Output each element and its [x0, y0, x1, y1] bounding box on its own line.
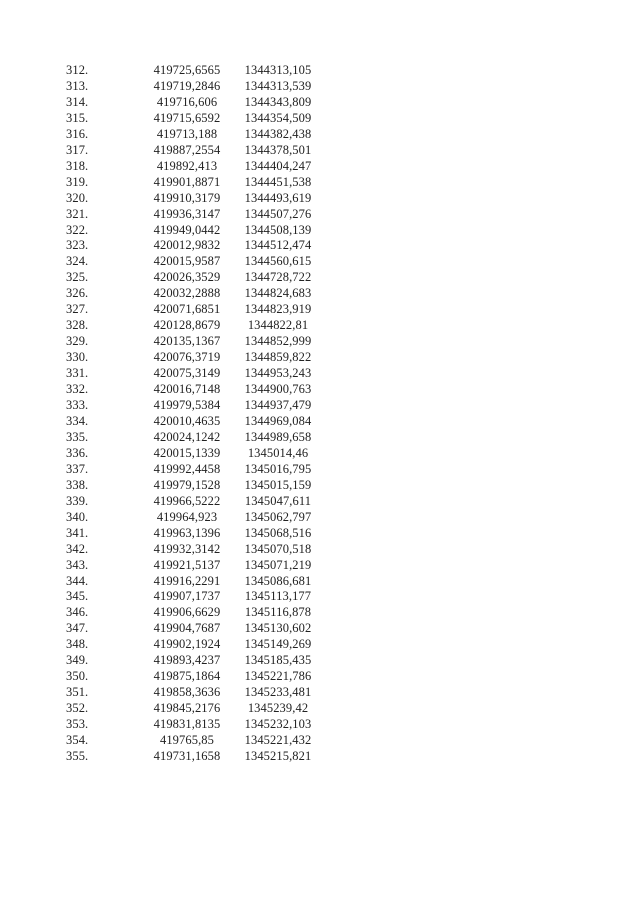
x-coordinate-cell: 419858,3636 [153, 685, 221, 700]
point-number-cell: 336. [66, 445, 89, 460]
point-number-cell: 326. [66, 286, 89, 301]
y-coordinate-cell: 1344404,247 [244, 158, 312, 173]
point-number-cell: 334. [66, 413, 89, 428]
x-coordinate-cell: 419906,6629 [153, 605, 221, 620]
y-coordinate-cell: 1344900,763 [244, 382, 312, 397]
y-coordinate-cell: 1345062,797 [244, 509, 312, 524]
table-row [60, 207, 328, 223]
table-row [60, 286, 328, 302]
point-number-cell: 328. [66, 318, 89, 333]
y-coordinate-cell: 1344560,615 [244, 254, 312, 269]
table-row [60, 95, 328, 111]
y-coordinate-cell: 1345068,516 [244, 525, 312, 540]
y-coordinate-cell: 1345070,518 [244, 541, 312, 556]
table-row [60, 63, 328, 79]
table-row [60, 542, 328, 558]
table-row [60, 510, 328, 526]
y-coordinate-cell: 1344989,658 [244, 429, 312, 444]
point-number-cell: 350. [66, 669, 89, 684]
table-row [60, 111, 328, 127]
table-row [60, 478, 328, 494]
point-number-cell: 353. [66, 717, 89, 732]
x-coordinate-cell: 419932,3142 [153, 541, 221, 556]
x-coordinate-cell: 419887,2554 [153, 142, 221, 157]
y-coordinate-cell: 1344493,619 [244, 190, 312, 205]
y-coordinate-cell: 1344823,919 [244, 302, 312, 317]
y-coordinate-cell: 1344859,822 [244, 350, 312, 365]
y-coordinate-cell: 1344822,81 [247, 318, 309, 333]
y-coordinate-cell: 1345113,177 [244, 589, 312, 604]
y-coordinate-cell: 1344937,479 [244, 398, 312, 413]
x-coordinate-cell: 419725,6565 [153, 63, 221, 77]
y-coordinate-cell: 1344508,139 [244, 222, 312, 237]
table-row [60, 414, 328, 430]
x-coordinate-cell: 419979,1528 [153, 477, 221, 492]
point-number-cell: 315. [66, 110, 89, 125]
y-coordinate-cell: 1345130,602 [244, 621, 312, 636]
x-coordinate-cell: 419964,923 [156, 509, 218, 524]
x-coordinate-cell: 420135,1367 [153, 334, 221, 349]
point-number-cell: 321. [66, 206, 89, 221]
x-coordinate-cell: 420012,9832 [153, 238, 221, 253]
table-row [60, 175, 328, 191]
x-coordinate-cell: 419907,1737 [153, 589, 221, 604]
point-number-cell: 331. [66, 366, 89, 381]
point-number-cell: 335. [66, 429, 89, 444]
x-coordinate-cell: 419765,85 [159, 733, 215, 748]
coordinate-table-body [60, 63, 328, 765]
point-number-cell: 327. [66, 302, 89, 317]
table-row [60, 191, 328, 207]
point-number-cell: 324. [66, 254, 89, 269]
x-coordinate-cell: 419713,188 [156, 126, 218, 141]
x-coordinate-cell: 419892,413 [156, 158, 218, 173]
table-row [60, 159, 328, 175]
y-coordinate-cell: 1345185,435 [244, 653, 312, 668]
y-coordinate-cell: 1344953,243 [244, 366, 312, 381]
table-row [60, 127, 328, 143]
table-row [60, 143, 328, 159]
point-number-cell: 355. [66, 748, 89, 763]
y-coordinate-cell: 1344728,722 [244, 270, 312, 285]
table-row [60, 382, 328, 398]
table-row [60, 701, 328, 717]
x-coordinate-cell: 419831,8135 [153, 717, 221, 732]
point-number-cell: 333. [66, 398, 89, 413]
x-coordinate-cell: 420128,8679 [153, 318, 221, 333]
point-number-cell: 352. [66, 701, 89, 716]
table-row [60, 589, 328, 605]
y-coordinate-cell: 1345015,159 [244, 477, 312, 492]
table-row [60, 366, 328, 382]
y-coordinate-cell: 1345014,46 [247, 445, 309, 460]
y-coordinate-cell: 1345215,821 [244, 748, 312, 763]
table-row [60, 350, 328, 366]
point-number-cell: 332. [66, 382, 89, 397]
point-number-cell: 344. [66, 573, 89, 588]
x-coordinate-cell: 420071,6851 [153, 302, 221, 317]
table-row [60, 494, 328, 510]
y-coordinate-cell: 1344313,105 [244, 63, 312, 77]
table-row [60, 574, 328, 590]
x-coordinate-cell: 419731,1658 [153, 748, 221, 763]
point-number-cell: 349. [66, 653, 89, 668]
x-coordinate-cell: 419901,8871 [153, 174, 221, 189]
point-number-cell: 329. [66, 334, 89, 349]
y-coordinate-cell: 1344382,438 [244, 126, 312, 141]
x-coordinate-cell: 419949,0442 [153, 222, 221, 237]
point-number-cell: 343. [66, 557, 89, 572]
x-coordinate-cell: 419719,2846 [153, 78, 221, 93]
table-row [60, 302, 328, 318]
table-row [60, 223, 328, 239]
table-row [60, 430, 328, 446]
x-coordinate-cell: 420026,3529 [153, 270, 221, 285]
point-number-cell: 330. [66, 350, 89, 365]
table-row [60, 79, 328, 95]
x-coordinate-cell: 419936,3147 [153, 206, 221, 221]
point-number-cell: 345. [66, 589, 89, 604]
table-row [60, 398, 328, 414]
x-coordinate-cell: 419963,1396 [153, 525, 221, 540]
table-row [60, 605, 328, 621]
table-row [60, 669, 328, 685]
x-coordinate-cell: 420010,4635 [153, 413, 221, 428]
x-coordinate-cell: 419992,4458 [153, 461, 221, 476]
y-coordinate-cell: 1345149,269 [244, 637, 312, 652]
y-coordinate-cell: 1344451,538 [244, 174, 312, 189]
y-coordinate-cell: 1345239,42 [247, 701, 309, 716]
point-number-cell: 341. [66, 525, 89, 540]
x-coordinate-cell: 420015,9587 [153, 254, 221, 269]
point-number-cell: 316. [66, 126, 89, 141]
table-row [60, 733, 328, 749]
y-coordinate-cell: 1344343,809 [244, 94, 312, 109]
y-coordinate-cell: 1344969,084 [244, 413, 312, 428]
y-coordinate-cell: 1344378,501 [244, 142, 312, 157]
y-coordinate-cell: 1344313,539 [244, 78, 312, 93]
x-coordinate-cell: 419902,1924 [153, 637, 221, 652]
x-coordinate-cell: 420024,1242 [153, 429, 221, 444]
point-number-cell: 325. [66, 270, 89, 285]
table-row [60, 526, 328, 542]
table-row [60, 318, 328, 334]
x-coordinate-cell: 419893,4237 [153, 653, 221, 668]
y-coordinate-cell: 1344354,509 [244, 110, 312, 125]
point-number-cell: 342. [66, 541, 89, 556]
point-number-cell: 337. [66, 461, 89, 476]
x-coordinate-cell: 419966,5222 [153, 493, 221, 508]
x-coordinate-cell: 420032,2888 [153, 286, 221, 301]
x-coordinate-cell: 419716,606 [156, 94, 218, 109]
y-coordinate-cell: 1345071,219 [244, 557, 312, 572]
table-row [60, 254, 328, 270]
point-number-cell: 312. [66, 63, 89, 77]
point-number-cell: 313. [66, 78, 89, 93]
point-number-cell: 314. [66, 94, 89, 109]
point-number-cell: 323. [66, 238, 89, 253]
table-row [60, 749, 328, 765]
point-number-cell: 351. [66, 685, 89, 700]
point-number-cell: 354. [66, 733, 89, 748]
x-coordinate-cell: 419875,1864 [153, 669, 221, 684]
y-coordinate-cell: 1345086,681 [244, 573, 312, 588]
table-row [60, 685, 328, 701]
y-coordinate-cell: 1345232,103 [244, 717, 312, 732]
y-coordinate-cell: 1345116,878 [244, 605, 312, 620]
table-row [60, 270, 328, 286]
point-number-cell: 346. [66, 605, 89, 620]
table-row [60, 462, 328, 478]
table-row [60, 446, 328, 462]
point-number-cell: 320. [66, 190, 89, 205]
y-coordinate-cell: 1344507,276 [244, 206, 312, 221]
y-coordinate-cell: 1344852,999 [244, 334, 312, 349]
point-number-cell: 322. [66, 222, 89, 237]
y-coordinate-cell: 1345233,481 [244, 685, 312, 700]
point-number-cell: 339. [66, 493, 89, 508]
x-coordinate-cell: 419845,2176 [153, 701, 221, 716]
y-coordinate-cell: 1345221,786 [244, 669, 312, 684]
y-coordinate-cell: 1345016,795 [244, 461, 312, 476]
table-row [60, 558, 328, 574]
y-coordinate-cell: 1344512,474 [244, 238, 312, 253]
point-number-cell: 319. [66, 174, 89, 189]
point-number-cell: 338. [66, 477, 89, 492]
y-coordinate-cell: 1345047,611 [244, 493, 312, 508]
table-row [60, 637, 328, 653]
y-coordinate-cell: 1345221,432 [244, 733, 312, 748]
y-coordinate-cell: 1344824,683 [244, 286, 312, 301]
x-coordinate-cell: 419904,7687 [153, 621, 221, 636]
x-coordinate-cell: 419979,5384 [153, 398, 221, 413]
point-number-cell: 340. [66, 509, 89, 524]
x-coordinate-cell: 419715,6592 [153, 110, 221, 125]
table-row [60, 334, 328, 350]
x-coordinate-cell: 420015,1339 [153, 445, 221, 460]
table-row [60, 238, 328, 254]
point-number-cell: 317. [66, 142, 89, 157]
table-row [60, 717, 328, 733]
table-row [60, 653, 328, 669]
x-coordinate-cell: 420075,3149 [153, 366, 221, 381]
x-coordinate-cell: 419916,2291 [153, 573, 221, 588]
point-number-cell: 348. [66, 637, 89, 652]
coordinate-table [60, 63, 328, 765]
x-coordinate-cell: 420076,3719 [153, 350, 221, 365]
x-coordinate-cell: 419921,5137 [153, 557, 221, 572]
point-number-cell: 347. [66, 621, 89, 636]
table-row [60, 621, 328, 637]
x-coordinate-cell: 419910,3179 [153, 190, 221, 205]
x-coordinate-cell: 420016,7148 [153, 382, 221, 397]
point-number-cell: 318. [66, 158, 89, 173]
